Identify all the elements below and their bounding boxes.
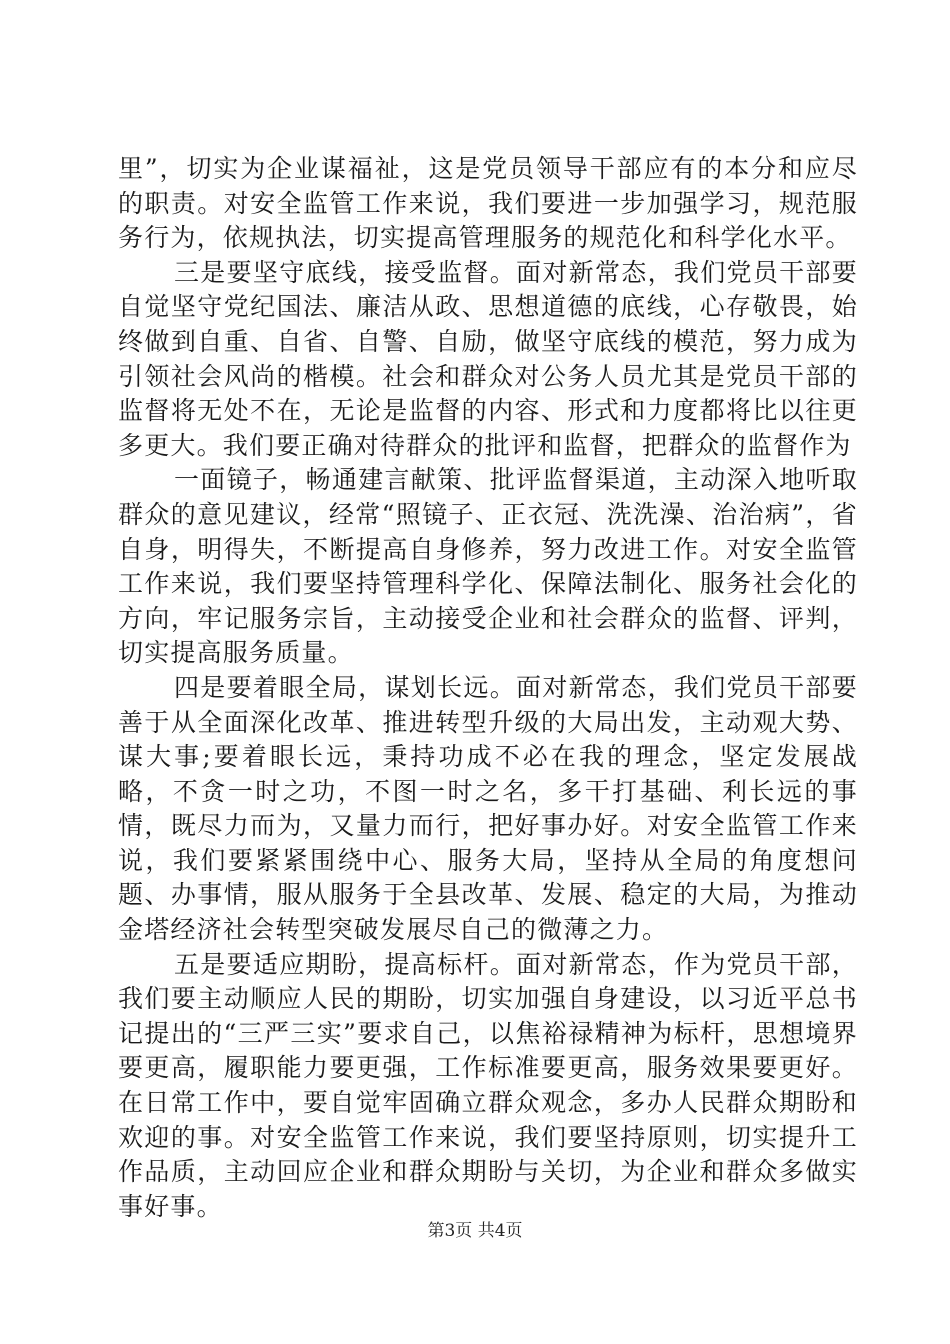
paragraph-mirror: 一面镜子，畅通建言献策、批评监督渠道，主动深入地听取群众的意见建议，经常“照镜子、正衣冠、洗洗澡、治治病”，省自身，明得失，不断提高自身修养，努力改进工作。对安全监管工作来说，我们要坚持管理科学化、保障法制化、服务社会化的方向，牢记服务宗旨，主动接受企业和社会群众的监督、评判，切实提高服务质量。 [118,465,858,668]
paragraph-point-five: 五是要适应期盼，提高标杆。面对新常态，作为党员干部，我们要主动顺应人民的期盼，切实加强自身建设，以习近平总书记提出的“三严三实”要求自己，以焦裕禄精神为标杆，思想境界要更高，履职能力要更强，工作标准要更高，服务效果要更好。在日常工作中，要自觉牢固确立群众观念，多办人民群众期盼和欢迎的事。对安全监管工作来说，我们要坚持原则，切实提升工作品质，主动回应企业和群众期盼与关切，为企业和群众多做实事好事。 [118,949,858,1221]
page-footer: 第3页 共4页 [427,1221,523,1241]
paragraph-continuation: 里”，切实为企业谋福祉，这是党员领导干部应有的本分和应尽的职责。对安全监管工作来说，我们要进一步加强学习，规范服务行为，依规执法，切实提高管理服务的规范化和科学化水平。 [118,154,858,253]
paragraph-point-three: 三是要坚守底线，接受监督。面对新常态，我们党员干部要自觉坚守党纪国法、廉洁从政、思想道德的底线，心存敬畏，始终做到自重、自省、自警、自励，做坚守底线的模范，努力成为引领社会风尚的楷模。社会和群众对公务人员尤其是党员干部的监督将无处不在，无论是监督的内容、形式和力度都将比以往更多更大。我们要正确对待群众的批评和监督，把群众的监督作为 [118,257,858,460]
paragraph-point-four: 四是要着眼全局，谋划长远。面对新常态，我们党员干部要善于从全面深化改革、推进转型升级的大局出发，主动观大势、谋大事;要着眼长远，秉持功成不必在我的理念，坚定发展战略，不贪一时之功，不图一时之名，多干打基础、利长远的事情，既尽力而为，又量力而行，把好事办好。对安全监管工作来说，我们要紧紧围绕中心、服务大局，坚持从全局的角度想问题、办事情，服从服务于全县改革、发展、稳定的大局，为推动金塔经济社会转型突破发展尽自己的微薄之力。 [118,672,858,945]
document-body [118,152,858,1224]
